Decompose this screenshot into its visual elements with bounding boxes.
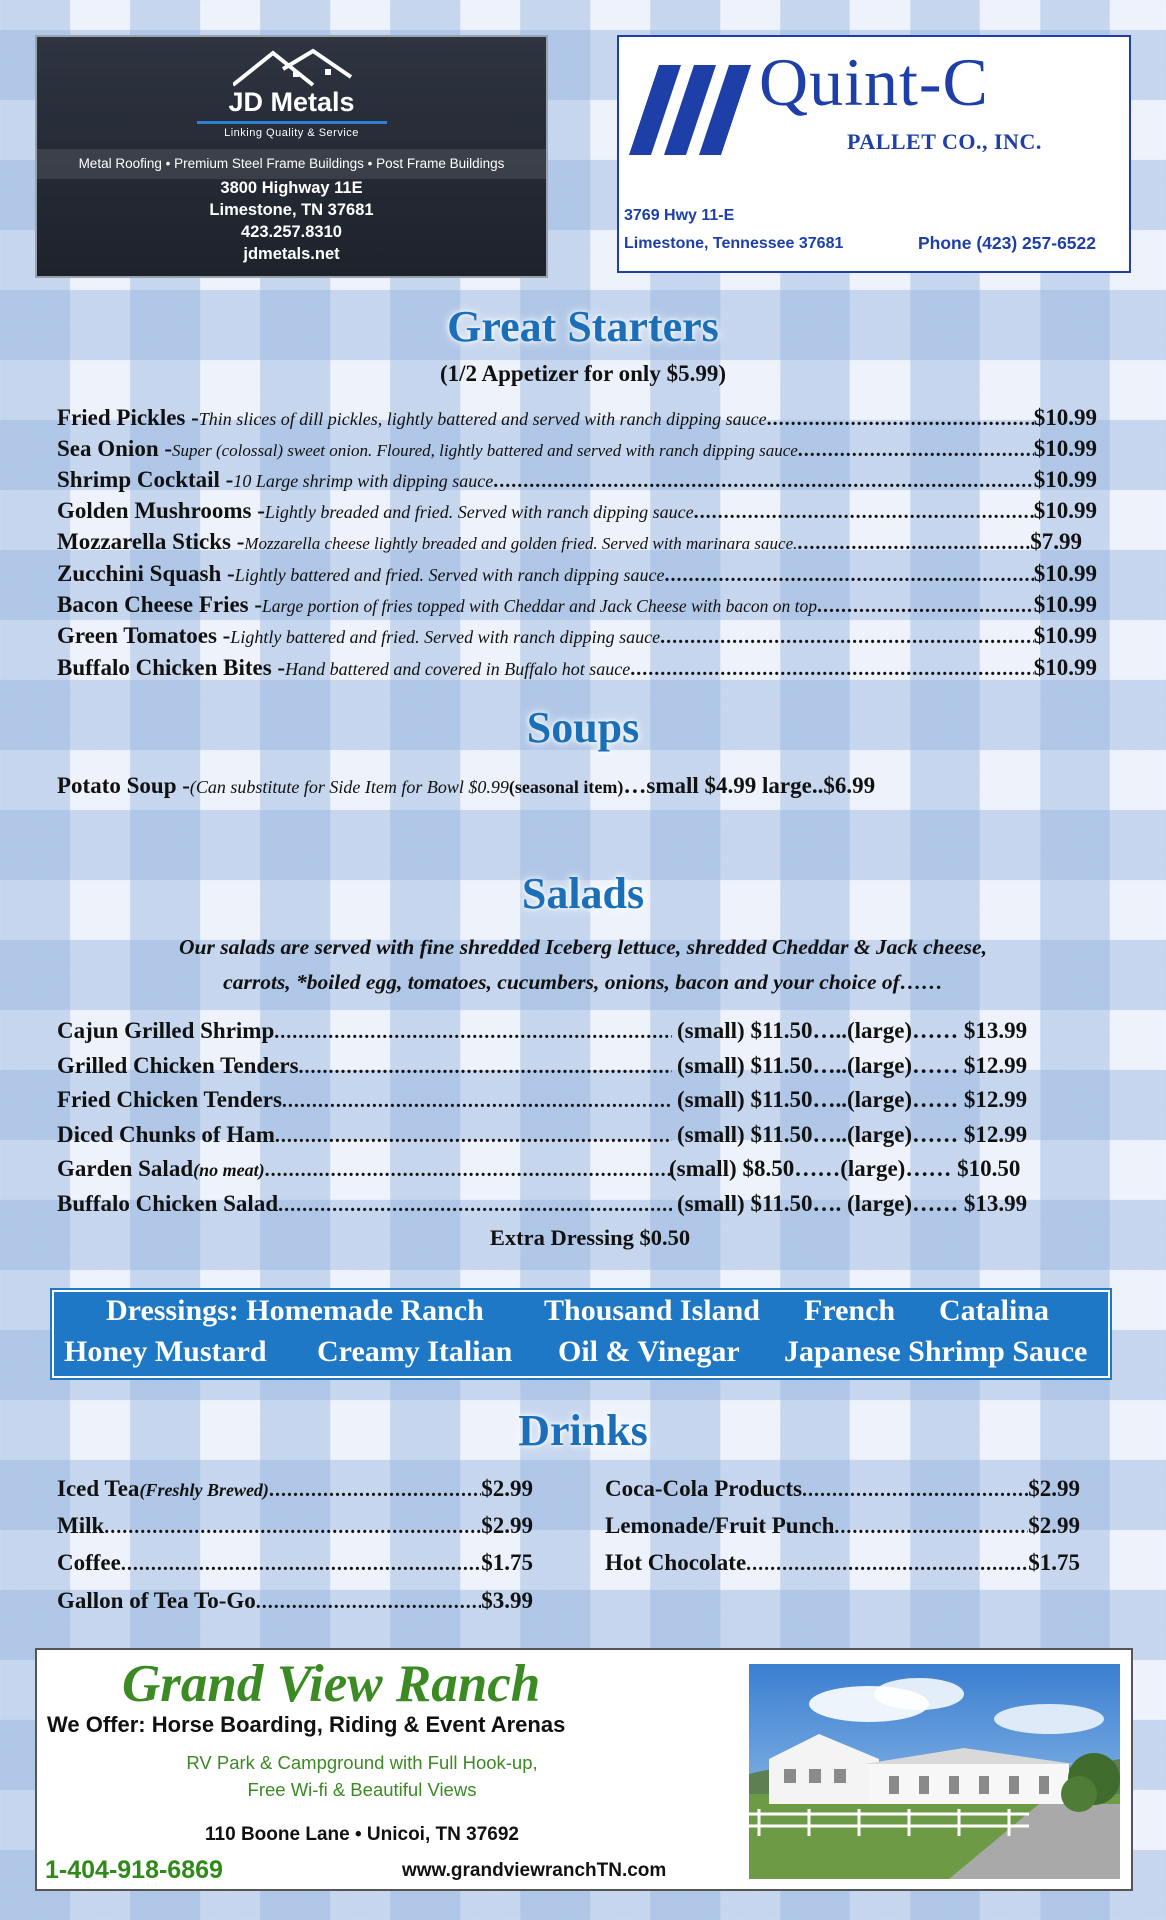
soups-title: Soups	[526, 703, 640, 752]
item-name: Sea Onion -	[57, 436, 173, 461]
quint-c-address2: Limestone, Tennessee 37681	[624, 235, 844, 252]
menu-item	[57, 592, 1097, 620]
item-name: Buffalo Chicken Bites -	[57, 655, 286, 680]
leader-dots	[274, 1021, 672, 1044]
item-price: $10.99	[1033, 592, 1097, 617]
jd-divider	[197, 121, 387, 124]
dressing-item: Japanese Shrimp Sauce	[784, 1335, 1088, 1368]
leader-dots	[746, 1553, 1028, 1576]
leader-dots	[299, 1056, 672, 1079]
leader-dots	[104, 1516, 481, 1539]
item-name: Fried Chicken Tenders	[57, 1087, 282, 1112]
drink-name: Gallon of Tea To-Go	[57, 1588, 256, 1613]
small-price: …small $4.99 large..	[623, 773, 824, 798]
ranch-address: 110 Boone Lane • Unicoi, TN 37692	[205, 1824, 519, 1845]
large-price: $6.99	[823, 773, 876, 798]
item-price: $10.99	[1033, 655, 1097, 680]
jd-metals-ad	[35, 35, 548, 278]
ranch-phone: 1-404-918-6869	[45, 1856, 223, 1884]
jd-address-line1: 3800 Highway 11E	[220, 179, 363, 197]
item-description: Hand battered and covered in Buffalo hot sauce	[285, 659, 631, 679]
item-description: Super (colossal) sweet onion. Floured, lightly battered and served with ranch dipping sauce	[172, 441, 798, 460]
drink-price: $3.99	[481, 1588, 533, 1613]
item-name: Diced Chunks of Ham	[57, 1122, 275, 1147]
item-name: Cajun Grilled Shrimp	[57, 1018, 275, 1043]
item-description: Thin slices of dill pickles, lightly battered and served with ranch dipping sauce	[198, 409, 767, 429]
drink-price: $2.99	[481, 1476, 533, 1501]
item-name: Potato Soup -	[57, 773, 190, 798]
ranch-offer: We Offer: Horse Boarding, Riding & Event Arenas	[47, 1712, 566, 1737]
dressing-item: Honey Mustard	[64, 1335, 267, 1368]
leader-dots	[121, 1553, 481, 1576]
leader-dots	[275, 1125, 672, 1148]
item-name: Buffalo Chicken Salad	[57, 1191, 279, 1216]
soup-item	[57, 773, 1087, 801]
drink-price: $2.99	[1028, 1513, 1080, 1538]
drink-note: (Freshly Brewed)	[139, 1480, 269, 1500]
ranch-rv-line2: Free Wi-fi & Beautiful Views	[247, 1779, 477, 1800]
leader-dots	[817, 595, 1034, 618]
leader-dots	[278, 1194, 672, 1217]
salad-item	[57, 1122, 1097, 1152]
menu-item	[57, 655, 1097, 683]
seasonal-note: (seasonal item)	[508, 777, 624, 797]
leader-dots	[265, 1159, 672, 1182]
item-description: Lightly breaded and fried. Served with ranch dipping sauce	[264, 502, 694, 522]
grand-view-ranch-ad	[35, 1648, 1133, 1891]
item-name: Bacon Cheese Fries -	[57, 592, 263, 617]
drink-item	[605, 1476, 1080, 1510]
item-name: Garden Salad	[57, 1156, 194, 1181]
leader-dots	[802, 1479, 1028, 1502]
drink-item	[605, 1513, 1080, 1547]
salad-item	[57, 1018, 1097, 1048]
jd-metals-name: JD Metals	[228, 87, 355, 117]
dressing-item: French	[804, 1294, 896, 1327]
ranch-rv-line1: RV Park & Campground with Full Hook-up,	[186, 1752, 538, 1773]
drink-price: $2.99	[481, 1513, 533, 1538]
item-price: $10.99	[1033, 623, 1097, 648]
item-name: Grilled Chicken Tenders	[57, 1053, 299, 1078]
item-name: Mozzarella Sticks -	[57, 529, 245, 554]
jd-tagline: Linking Quality & Service	[224, 127, 359, 139]
dressing-item: Oil & Vinegar	[558, 1335, 740, 1368]
item-prices: (small) $11.50…..(large)…… $12.99	[677, 1053, 1028, 1078]
drink-item	[605, 1550, 1080, 1584]
drink-name: Coca-Cola Products	[605, 1476, 802, 1501]
drink-item	[57, 1476, 533, 1510]
drink-item	[57, 1550, 533, 1584]
quint-c-address1: 3769 Hwy 11-E	[624, 207, 735, 224]
item-prices: (small) $11.50…..(large)…… $13.99	[677, 1018, 1028, 1043]
menu-item	[57, 467, 1097, 495]
drink-price: $1.75	[1028, 1550, 1080, 1575]
menu-item	[57, 405, 1097, 433]
drinks-title: Drinks	[518, 1406, 648, 1455]
stripes-logo-icon	[629, 65, 759, 155]
item-description: Lightly battered and fried. Served with ranch dipping sauce	[234, 565, 665, 585]
item-name: Golden Mushrooms -	[57, 498, 265, 523]
quint-c-name: Quint-C	[759, 44, 989, 120]
item-price: $10.99	[1033, 561, 1097, 586]
menu-item	[57, 623, 1097, 651]
item-prices: (small) $11.50…. (large)…… $13.99	[677, 1191, 1028, 1216]
leader-dots	[256, 1591, 481, 1614]
ranch-barn-photo	[749, 1664, 1120, 1879]
ranch-website: www.grandviewranchTN.com	[402, 1860, 667, 1881]
dressings-banner	[52, 1290, 1110, 1378]
dressing-item: Catalina	[939, 1294, 1050, 1327]
house-roof-icon	[233, 47, 353, 87]
item-name: Fried Pickles -	[57, 405, 199, 430]
drink-item	[57, 1513, 533, 1547]
item-name: Green Tomatoes -	[57, 623, 231, 648]
item-description: Large portion of fries topped with Cheddar and Jack Cheese with bacon on top	[262, 596, 817, 616]
starters-subtitle: (1/2 Appetizer for only $5.99)	[440, 361, 726, 386]
leader-dots	[660, 626, 1034, 649]
item-price: $7.99	[1030, 529, 1082, 554]
drink-item	[57, 1588, 533, 1622]
ranch-title: Grand View Ranch	[122, 1655, 541, 1713]
menu-item	[57, 498, 1097, 526]
drink-name: Hot Chocolate	[605, 1550, 747, 1575]
item-note: (no meat)	[193, 1160, 265, 1180]
quint-c-subtitle: PALLET CO., INC.	[847, 129, 1042, 154]
item-description: 10 Large shrimp with dipping sauce	[233, 471, 494, 491]
jd-address-line2: Limestone, TN 37681	[209, 201, 374, 219]
drink-name: Lemonade/Fruit Punch	[605, 1513, 835, 1538]
drink-price: $1.75	[481, 1550, 533, 1575]
item-price: $10.99	[1033, 498, 1097, 523]
item-prices: (small) $8.50……(large)…… $10.50	[669, 1156, 1021, 1181]
drink-name: Coffee	[57, 1550, 121, 1575]
dressing-item: Thousand Island	[544, 1294, 760, 1327]
leader-dots	[767, 408, 1034, 431]
item-prices: (small) $11.50…..(large)…… $12.99	[677, 1087, 1028, 1112]
leader-dots	[664, 564, 1033, 587]
item-name: Shrimp Cocktail -	[57, 467, 234, 492]
salad-item	[57, 1087, 1097, 1117]
leader-dots	[834, 1516, 1028, 1539]
leader-dots	[797, 532, 1030, 555]
leader-dots	[798, 439, 1034, 462]
quint-c-ad	[617, 35, 1131, 273]
extra-dressing: Extra Dressing $0.50	[489, 1225, 691, 1250]
drink-name: Milk	[57, 1513, 105, 1538]
menu-item	[57, 529, 1082, 557]
jd-phone: 423.257.8310	[241, 223, 342, 241]
jd-website: jdmetals.net	[243, 245, 340, 263]
leader-dots	[630, 658, 1034, 681]
item-description: Lightly battered and fried. Served with ranch dipping sauce	[230, 627, 661, 647]
quint-c-phone: Phone (423) 257-6522	[918, 233, 1097, 253]
item-price: $10.99	[1033, 405, 1097, 430]
item-price: $10.99	[1033, 467, 1097, 492]
menu-item	[57, 436, 1097, 464]
item-name: Zucchini Squash -	[57, 561, 235, 586]
menu-item	[57, 561, 1097, 589]
leader-dots	[694, 501, 1034, 524]
drink-price: $2.99	[1028, 1476, 1080, 1501]
leader-dots	[269, 1479, 481, 1502]
item-prices: (small) $11.50…..(large)…… $12.99	[677, 1122, 1028, 1147]
dressings-label: Dressings: Homemade Ranch	[106, 1294, 484, 1327]
item-description: Mozzarella cheese lightly breaded and golden fried. Served with marinara sauce.	[244, 534, 798, 553]
salads-intro-line2: carrots, *boiled egg, tomatoes, cucumbers, onions, bacon and your choice of……	[223, 970, 943, 994]
salad-item	[57, 1191, 1097, 1221]
item-description: (Can substitute for Side Item for Bowl $0.99	[189, 777, 509, 797]
salads-title: Salads	[521, 869, 645, 918]
salad-item	[57, 1156, 1097, 1186]
dressing-item: Creamy Italian	[317, 1335, 513, 1368]
leader-dots	[493, 470, 1034, 493]
starters-title: Great Starters	[447, 302, 719, 351]
item-price: $10.99	[1033, 436, 1097, 461]
salads-intro-line1: Our salads are served with fine shredded Iceberg lettuce, shredded Cheddar & Jack cheese,	[179, 935, 987, 959]
leader-dots	[282, 1090, 672, 1113]
jd-services: Metal Roofing • Premium Steel Frame Buildings • Post Frame Buildings	[37, 149, 546, 179]
drink-name: Iced Tea	[57, 1476, 140, 1501]
salad-item	[57, 1053, 1097, 1083]
